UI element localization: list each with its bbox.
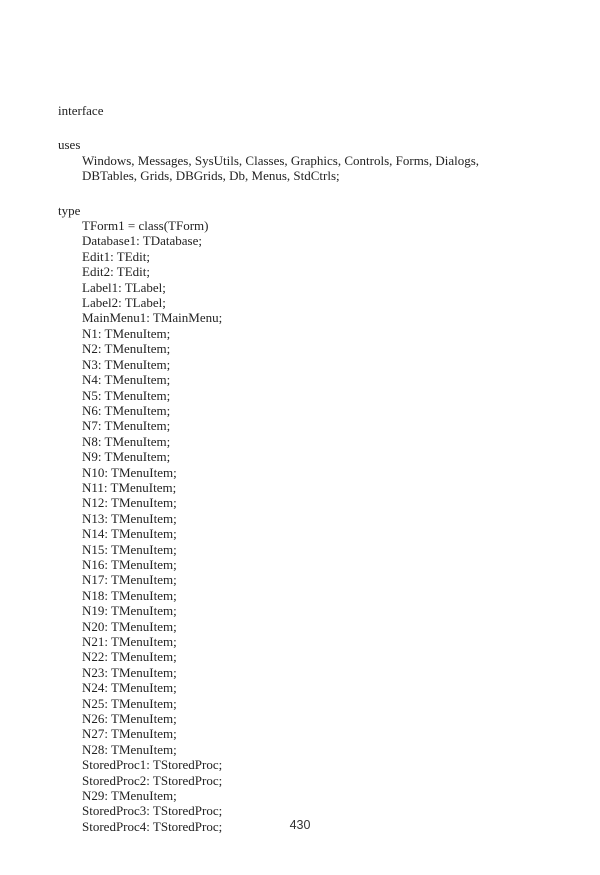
type-line: StoredProc2: TStoredProc;: [82, 772, 223, 788]
type-line: N27: TMenuItem;: [82, 726, 177, 742]
uses-keyword: uses: [58, 137, 81, 153]
type-line: N23: TMenuItem;: [82, 664, 177, 680]
type-line: N22: TMenuItem;: [82, 649, 177, 665]
type-line: N5: TMenuItem;: [82, 387, 171, 403]
type-line: TForm1 = class(TForm): [82, 218, 209, 234]
type-line: N18: TMenuItem;: [82, 587, 177, 603]
type-line: N8: TMenuItem;: [82, 433, 171, 449]
type-line: N24: TMenuItem;: [82, 680, 177, 696]
type-line: N6: TMenuItem;: [82, 402, 171, 418]
type-line: N1: TMenuItem;: [82, 325, 171, 341]
type-line: N28: TMenuItem;: [82, 741, 177, 757]
type-line: N14: TMenuItem;: [82, 526, 177, 542]
type-line: Database1: TDatabase;: [82, 233, 202, 249]
type-line: N29: TMenuItem;: [82, 788, 177, 804]
type-line: N7: TMenuItem;: [82, 418, 171, 434]
type-line: Label1: TLabel;: [82, 279, 166, 295]
type-line: Edit2: TEdit;: [82, 264, 151, 280]
uses-block: [58, 153, 558, 184]
type-line: N11: TMenuItem;: [82, 479, 177, 495]
type-line: N17: TMenuItem;: [82, 572, 177, 588]
type-line: StoredProc1: TStoredProc;: [82, 757, 223, 773]
type-line: N19: TMenuItem;: [82, 603, 177, 619]
type-line: N15: TMenuItem;: [82, 541, 177, 557]
type-line: N25: TMenuItem;: [82, 695, 177, 711]
type-line: Label2: TLabel;: [82, 295, 166, 311]
type-line: N13: TMenuItem;: [82, 510, 177, 526]
type-line: N9: TMenuItem;: [82, 449, 171, 465]
type-line: N3: TMenuItem;: [82, 356, 171, 372]
code-listing: [58, 103, 558, 834]
type-line: N21: TMenuItem;: [82, 634, 177, 649]
interface-keyword: interface: [58, 103, 104, 118]
type-line: N2: TMenuItem;: [82, 341, 171, 357]
type-block: [58, 218, 558, 834]
type-keyword: type: [58, 202, 81, 218]
uses-line: Windows, Messages, SysUtils, Classes, Graphics, Controls, Forms, Dialogs,: [82, 152, 480, 168]
type-line: N26: TMenuItem;: [82, 711, 177, 727]
type-line: StoredProc4: TStoredProc;: [82, 818, 223, 834]
uses-line: DBTables, Grids, DBGrids, Db, Menus, StdCtrls;: [82, 168, 340, 184]
type-line: N10: TMenuItem;: [82, 464, 177, 480]
page-number: 430: [289, 818, 311, 832]
type-line: N12: TMenuItem;: [82, 495, 177, 511]
type-line: N16: TMenuItem;: [82, 556, 177, 572]
type-line: N20: TMenuItem;: [82, 618, 177, 634]
type-line: StoredProc3: TStoredProc;: [82, 803, 223, 819]
type-line: Edit1: TEdit;: [82, 248, 151, 264]
type-line: MainMenu1: TMainMenu;: [82, 310, 223, 326]
type-line: N4: TMenuItem;: [82, 372, 171, 388]
